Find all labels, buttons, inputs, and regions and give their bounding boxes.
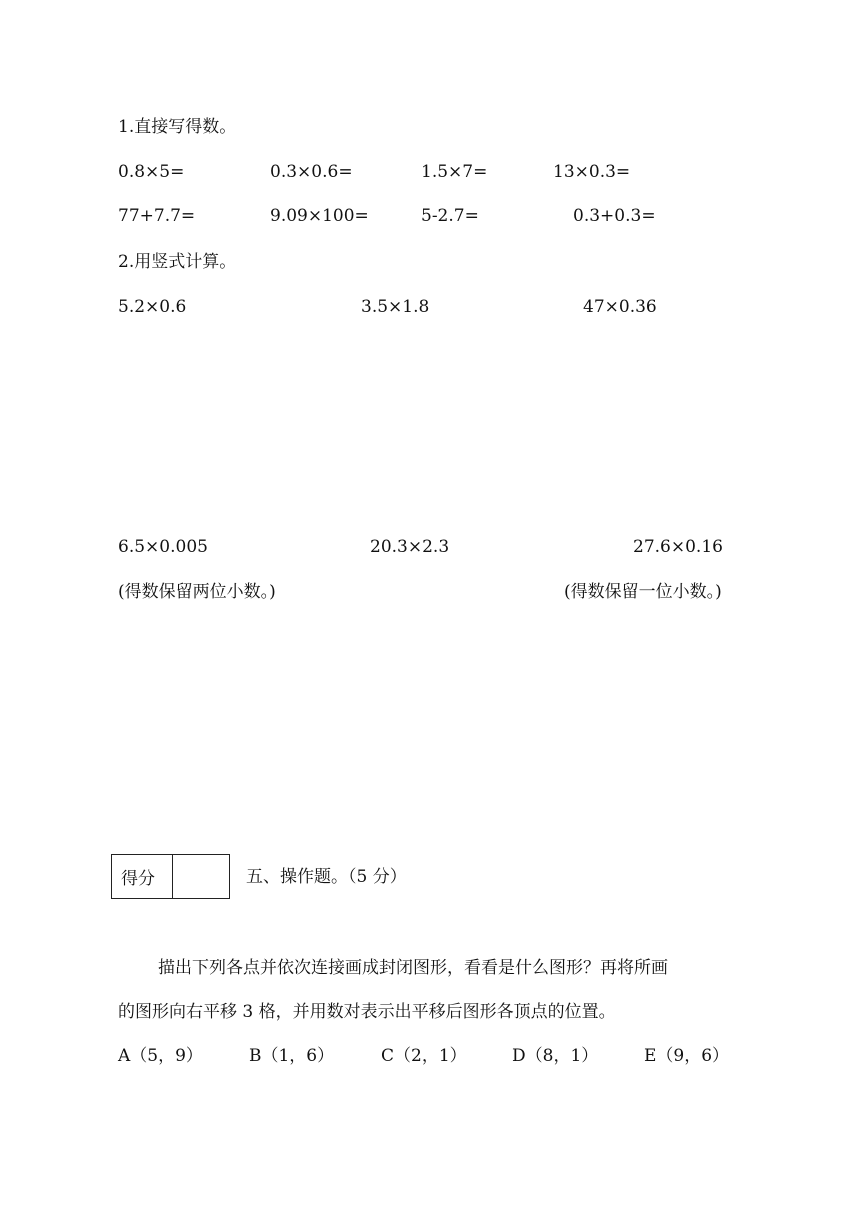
point-label: E（9，6） (644, 1046, 730, 1066)
q2-item: 3.5×1.8 (361, 297, 430, 317)
q2-item: 6.5×0.005 (118, 537, 208, 557)
score-box (111, 854, 230, 899)
q2-note-left: (得数保留两位小数。) (118, 582, 276, 602)
q1-item: 77+7.7= (118, 206, 196, 226)
point-label: C（2，1） (381, 1046, 467, 1066)
point-label: B（1，6） (249, 1046, 335, 1066)
task-line: 的图形向右平移 3 格，并用数对表示出平移后图形各顶点的位置。 (118, 1002, 616, 1022)
q1-item: 0.8×5= (118, 162, 185, 182)
q2-item: 27.6×0.16 (633, 537, 723, 557)
q2-heading: 2.用竖式计算。 (118, 252, 237, 272)
section-title: 五、操作题。（5 分） (246, 867, 407, 887)
q1-item: 13×0.3= (553, 162, 631, 182)
score-field[interactable] (173, 855, 229, 898)
point-label: D（8，1） (512, 1046, 599, 1066)
q2-item: 47×0.36 (583, 297, 657, 317)
q1-item: 1.5×7= (421, 162, 488, 182)
q1-heading: 1.直接写得数。 (118, 117, 237, 137)
q2-note-right: (得数保留一位小数。) (564, 582, 722, 602)
point-label: A（5，9） (118, 1046, 203, 1066)
task-line: 描出下列各点并依次连接画成封闭图形，看看是什么图形？再将所画 (158, 958, 668, 978)
q2-item: 20.3×2.3 (370, 537, 450, 557)
q1-item: 9.09×100= (270, 206, 369, 226)
q1-item: 5-2.7= (421, 206, 479, 226)
q1-item: 0.3+0.3= (573, 206, 656, 226)
q2-item: 5.2×0.6 (118, 297, 187, 317)
score-label: 得分 (112, 855, 173, 898)
q1-item: 0.3×0.6= (270, 162, 353, 182)
